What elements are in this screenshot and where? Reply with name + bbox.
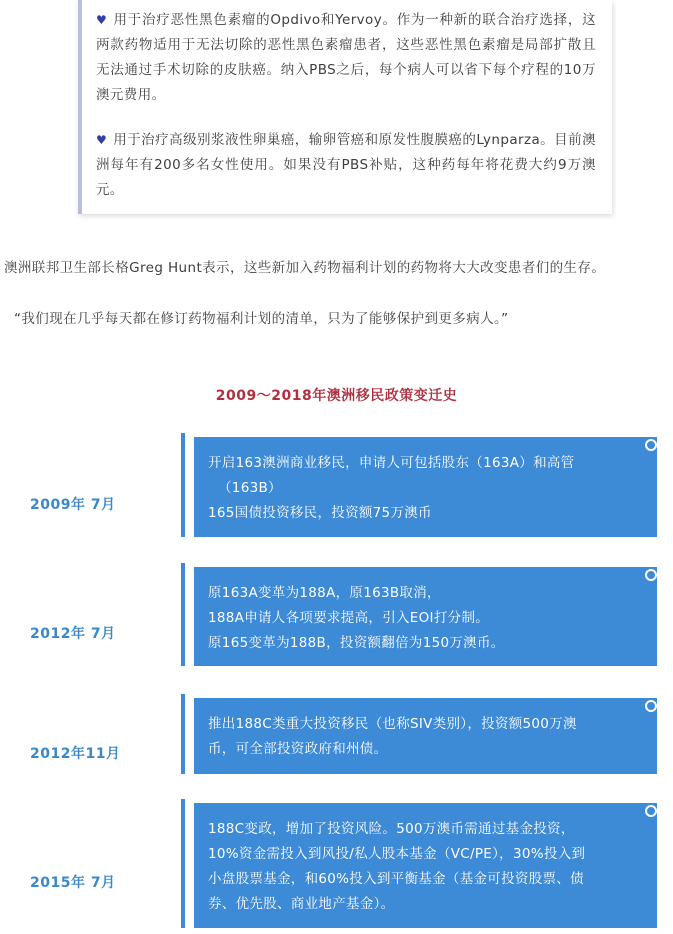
timeline-line: 开启163澳洲商业移民，申请人可包括股东（163A）和高管 <box>208 455 575 471</box>
timeline-line: 币，可全部投资政府和州债。 <box>208 741 388 757</box>
body-paragraph-2: “我们现在几乎每天都在修订药物福利计划的清单，只为了能够保护到更多病人。” <box>14 311 509 327</box>
card-paragraph-1 <box>96 8 596 108</box>
timeline-bar <box>181 563 185 666</box>
timeline-line: 原165变革为188B，投资额翻倍为150万澳币。 <box>208 635 505 651</box>
timeline-date: 2009年 7月 <box>30 497 116 513</box>
timeline-line: （163B） <box>218 480 282 496</box>
body-paragraph-1: 澳洲联邦卫生部长格Greg Hunt表示，这些新加入药物福利计划的药物将大大改变患者们的生存。 <box>4 260 606 276</box>
timeline-date: 2012年11月 <box>30 746 121 762</box>
card-paragraph-2-text: 用于治疗高级别浆液性卵巢癌，输卵管癌和原发性腹膜癌的Lynparza。目前澳洲每年有200多名女性使用。如果没有PBS补贴，这种药每年将花费大约9万澳元。 <box>96 132 596 198</box>
timeline-title: 2009～2018年澳洲移民政策变迁史 <box>215 388 458 404</box>
timeline-dot-icon <box>645 700 657 712</box>
timeline-line: 原163A变革为188A，原163B取消， <box>208 585 441 601</box>
timeline-line: 券、优先股、商业地产基金）。 <box>208 896 395 912</box>
timeline-date: 2015年 7月 <box>30 875 116 891</box>
timeline-date: 2012年 7月 <box>30 626 116 642</box>
timeline-line: 188A申请人各项要求提高，引入EOI打分制。 <box>208 610 490 626</box>
timeline-dot-icon <box>645 439 657 451</box>
timeline-box <box>194 437 657 537</box>
timeline-line: 小盘股票基金，和60%投入到平衡基金（基金可投资股票、债 <box>208 871 584 887</box>
timeline-box <box>194 803 657 928</box>
info-card <box>78 0 612 214</box>
timeline-line: 165国债投资移民，投资额75万澳币 <box>208 505 432 521</box>
timeline-line: 188C变政，增加了投资风险。500万澳币需通过基金投资， <box>208 821 575 837</box>
timeline-line: 10%资金需投入到风投/私人股本基金（VC/PE），30%投入到 <box>208 846 586 862</box>
timeline-bar <box>181 433 185 537</box>
timeline-dot-icon <box>645 805 657 817</box>
timeline-bar <box>181 694 185 774</box>
card-paragraph-2 <box>96 128 596 203</box>
timeline-dot-icon <box>645 569 657 581</box>
heart-icon: ♥ <box>96 133 108 147</box>
timeline-line: 推出188C类重大投资移民（也称SIV类别），投资额500万澳 <box>208 716 577 732</box>
timeline-box <box>194 698 657 774</box>
timeline-box <box>194 567 657 666</box>
heart-icon: ♥ <box>96 13 108 27</box>
card-paragraph-1-text: 用于治疗恶性黑色素瘤的Opdivo和Yervoy。作为一种新的联合治疗选择，这两款药物适用于无法切除的恶性黑色素瘤患者，这些恶性黑色素瘤是局部扩散且无法通过手术切除的皮肤癌。纳入PBS之后，每个病人可以省下每个疗程的10万澳元费用。 <box>96 12 596 103</box>
timeline-bar <box>181 799 185 928</box>
